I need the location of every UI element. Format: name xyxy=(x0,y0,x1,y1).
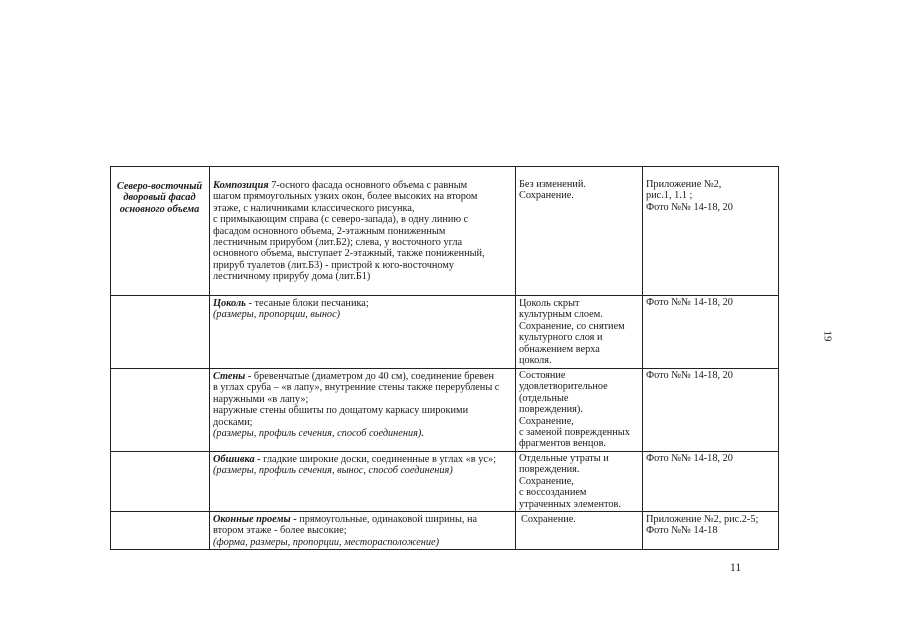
row4-cladding xyxy=(213,454,511,477)
windows-first-line xyxy=(213,514,511,525)
composition-text: лестничным прирубом (лит.Б2); слева, у восточного угла xyxy=(213,237,463,249)
composition-text: этаже, с наличниками классического рисунка, xyxy=(213,202,415,214)
state-line: Цоколь скрыт xyxy=(519,298,580,309)
row1-reference xyxy=(646,179,776,213)
walls-text: наружные стены обшиты по дощатому каркасу широкими xyxy=(213,405,469,417)
windows-text: втором этаже - более высокие; xyxy=(213,525,347,537)
reference-line: Фото №№ 14-18 xyxy=(646,525,718,537)
column-divider-2 xyxy=(515,166,516,549)
state-line: утраченных элементов. xyxy=(519,498,621,510)
row2-reference xyxy=(646,297,776,308)
row2-state xyxy=(519,298,641,366)
state-line: культурным слоем. xyxy=(519,309,603,321)
side-page-number: 19 xyxy=(821,330,834,342)
element-line: дворовый фасад xyxy=(123,192,196,204)
walls-note: (размеры, профиль сечения, способ соединения). xyxy=(213,428,424,440)
state-line: культурного слоя и xyxy=(519,332,603,344)
row5-windows xyxy=(213,514,511,548)
state-line: цоколя. xyxy=(519,355,552,367)
reference-line: Приложение №2, рис.2-5; xyxy=(646,514,759,525)
state-line: с воссозданием xyxy=(519,487,587,499)
composition-label: Композиция xyxy=(213,180,269,191)
row-divider-3 xyxy=(110,451,779,452)
cladding-note: (размеры, профиль сечения, вынос, способ соединения) xyxy=(213,465,453,477)
column-divider-3 xyxy=(642,166,643,549)
reference-line: Фото №№ 14-18, 20 xyxy=(646,201,733,213)
row1-element-name xyxy=(113,181,206,215)
cladding-label: Обшивка - xyxy=(213,454,261,465)
state-line: Без изменений. xyxy=(519,179,586,190)
plinth-label: Цоколь xyxy=(213,298,246,309)
state-line: повреждения. xyxy=(519,464,580,476)
row3-reference xyxy=(646,370,776,381)
reference-line: рис.1, 1.1 ; xyxy=(646,190,693,202)
windows-label: Оконные проемы - xyxy=(213,514,297,525)
row5-state xyxy=(521,514,641,525)
composition-text: лестничному прирубу дома (лит.Б1) xyxy=(213,271,371,283)
state-line: Отдельные утраты и xyxy=(519,453,609,464)
row4-state xyxy=(519,453,641,510)
reference-line: Приложение №2, xyxy=(646,179,722,190)
composition-first-line xyxy=(213,180,511,191)
element-line: основного объема xyxy=(119,203,200,215)
state-line: Сохранение, xyxy=(519,475,574,487)
state-line: Сохранение. xyxy=(519,190,574,202)
walls-text: наружными «в лапу»; xyxy=(213,393,309,405)
element-line: Северо-восточный xyxy=(116,181,203,192)
reference-line: Фото №№ 14-18, 20 xyxy=(646,370,733,381)
state-line: Сохранение. xyxy=(521,514,576,525)
state-line: Сохранение, со снятием xyxy=(519,320,625,332)
cladding-first-line xyxy=(213,454,511,465)
composition-text: шагом прямоугольных узких окон, более высоких на втором xyxy=(213,191,478,203)
reference-line: Фото №№ 14-18, 20 xyxy=(646,297,733,308)
state-line: с заменой поврежденных xyxy=(519,427,630,439)
row-divider-1 xyxy=(110,295,779,296)
walls-text: в углах сруба – «в лапу», внутренние стены также перерублены с xyxy=(213,382,500,394)
composition-text: прируб туалетов (лит.Б3) - пристрой к юго-восточному xyxy=(213,259,455,271)
composition-text: фасадом основного объема, 2-этажным пониженным xyxy=(213,225,446,237)
state-line: повреждения). xyxy=(519,404,583,416)
row2-plinth xyxy=(213,298,511,321)
windows-text: прямоугольные, одинаковой ширины, на xyxy=(299,514,478,525)
page-number: 11 xyxy=(730,562,742,574)
composition-text: основного объема, выступает 2-этажный, также пониженный, xyxy=(213,248,485,260)
walls-first-line xyxy=(213,371,511,382)
state-line: Сохранение, xyxy=(519,415,574,427)
composition-text: 7-осного фасада основного объема с равным xyxy=(271,180,468,191)
row-divider-4 xyxy=(110,511,779,512)
plinth-first-line xyxy=(213,298,511,309)
windows-note: (форма, размеры, пропорции, месторасположение) xyxy=(213,536,440,548)
table-border-bottom xyxy=(110,549,779,550)
walls-text: досками; xyxy=(213,416,253,428)
walls-label: Стены - xyxy=(213,371,252,382)
state-line: обнажением верха xyxy=(519,343,600,355)
row3-state xyxy=(519,370,641,450)
reference-line: Фото №№ 14-18, 20 xyxy=(646,453,733,464)
row1-state xyxy=(519,179,639,202)
walls-text: бревенчатые (диаметром до 40 см), соединение бревен xyxy=(253,371,495,382)
state-line: удовлетворительное xyxy=(519,381,608,393)
row5-reference xyxy=(646,514,776,537)
composition-text: с примыкающим справа (с северо-запада), в одну линию с xyxy=(213,214,469,226)
table-border-top xyxy=(110,166,779,167)
column-divider-1 xyxy=(209,166,210,549)
state-line: фрагментов венцов. xyxy=(519,438,607,450)
row3-walls xyxy=(213,371,511,439)
row1-composition xyxy=(213,180,511,283)
plinth-note: (размеры, пропорции, вынос) xyxy=(213,309,341,321)
state-line: (отдельные xyxy=(519,392,569,404)
table-border-right xyxy=(778,166,779,549)
state-line: Состояние xyxy=(519,370,566,381)
row-divider-2 xyxy=(110,368,779,369)
row4-reference xyxy=(646,453,776,464)
table-border-left xyxy=(110,166,111,549)
cladding-text: гладкие широкие доски, соединенные в углах «в ус»; xyxy=(263,454,496,465)
plinth-text: - тесаные блоки песчаника; xyxy=(248,298,369,309)
